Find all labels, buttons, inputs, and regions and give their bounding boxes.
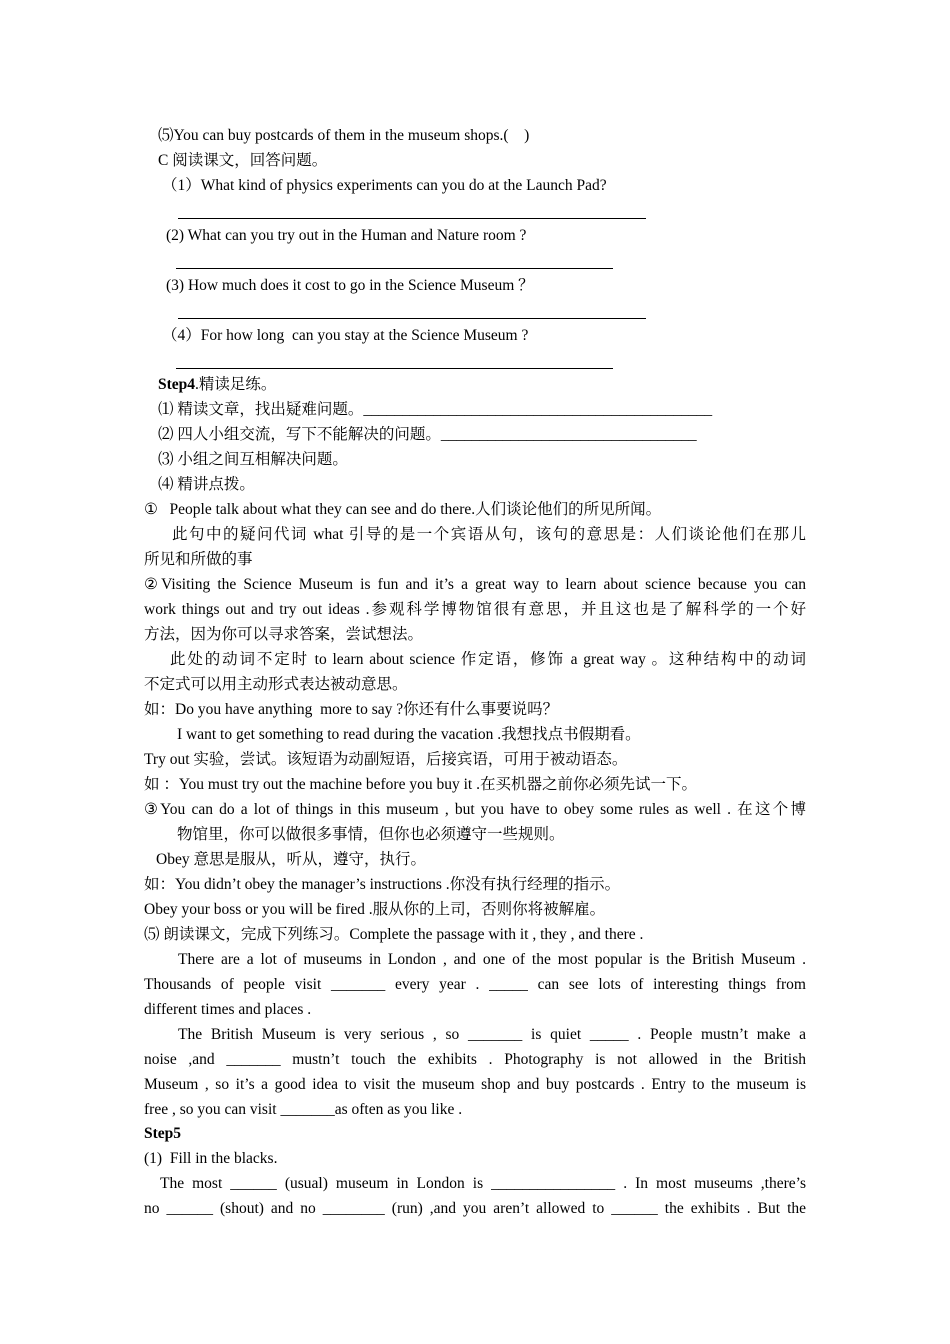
fill-in-line-1: The most ______ (usual) museum in London is ________________ . In most museums ,there’s [160,1175,806,1192]
step4-item-1: ⑴ 精读文章，找出疑难问题。_____________________________________________ [158,401,713,418]
answer-line-1[interactable] [178,218,646,219]
passage-line-5: noise ,and _______ mustn’t touch the exhibits . Photography is not allowed in the British [144,1051,806,1068]
try-out-example: 如 ：You must try out the machine before you buy it .在买机器之前你必须先试一下。 [144,776,697,793]
example-1: 如：Do you have anything more to say ?你还有什么事要说吗？ [144,701,559,718]
question-2: (2) What can you try out in the Human and Nature room ? [166,227,527,244]
step4-item-4: ⑷ 精讲点拨。 [158,476,255,493]
point-3-cont: 物馆里，你可以做很多事情，但你也必须遵守一些规则。 [177,826,565,843]
step4-heading [158,375,276,395]
obey-note: Obey 意思是服从，听从，遵守，执行。 [156,851,426,868]
section-c-heading: C 阅读课文，回答问题。 [158,152,328,169]
step4-item-2: ⑵ 四人小组交流，写下不能解决的问题。_________________________________ [158,426,697,443]
answer-line-4[interactable] [176,368,613,369]
fill-in-heading: (1) Fill in the blacks. [144,1150,278,1167]
answer-line-3[interactable] [178,318,646,319]
passage-line-4: The British Museum is very serious , so _______ is quiet _____ . People mustn’t make a [178,1026,806,1043]
passage-line-1: There are a lot of museums in London , and one of the most popular is the British Museum . [178,951,806,968]
question-4: （4）For how long can you stay at the Science Museum ? [162,327,529,344]
obey-example-1: 如：You didn’t obey the manager’s instructions .你没有执行经理的指示。 [144,876,621,893]
step4-title: .精读足练。 [195,376,277,393]
answer-line-2[interactable] [176,268,613,269]
point-2: ②Visiting the Science Museum is fun and it’s a great way to learn about science because you can [144,576,806,593]
passage-line-3: different times and places . [144,1001,312,1018]
point-2-translation: 方法，因为你可以寻求答案，尝试想法。 [144,626,424,643]
point-2-explanation: 此处的动词不定时 to learn about science 作定语，修饰 a great way 。这种结构中的动词 [170,651,806,668]
question-3: (3) How much does it cost to go in the Science Museum ？ [166,277,534,294]
point-2-explanation-cont: 不定式可以用主动形式表达被动意思。 [144,676,408,693]
obey-example-2: Obey your boss or you will be fired .服从你的上司，否则你将被解雇。 [144,901,606,918]
point-3: ③You can do a lot of things in this museum , but you have to obey some rules as well . 在这个博 [144,801,806,818]
point-2-cont: work things out and try out ideas .参观科学博物馆很有意思，并且这也是了解科学的一个好 [144,601,806,618]
passage-line-7: free , so you can visit _______as often as you like . [144,1101,463,1118]
point-1-explanation: 此句中的疑问代词 what 引导的是一个宾语从句，该句的意思是：人们谈论他们在那儿 [172,526,806,543]
exercise-5-heading: ⑸ 朗读课文，完成下列练习。Complete the passage with it , they , and there . [144,926,644,943]
step4-label: Step4 [158,376,196,393]
example-2: I want to get something to read during the vacation .我想找点书假期看。 [177,726,641,743]
passage-line-2: Thousands of people visit _______ every year . _____ can see lots of interesting things from [144,976,806,993]
point-1-explanation-cont: 所见和所做的事 [144,551,253,568]
fill-in-line-2: no ______ (shout) and no ________ (run) ,and you aren’t allowed to ______ the exhibits . But the [144,1200,806,1217]
step4-item-3: ⑶ 小组之间互相解决问题。 [158,451,348,468]
question-1: （1）What kind of physics experiments can you do at the Launch Pad? [162,177,607,194]
passage-line-6: Museum , so it’s a good idea to visit the museum shop and buy postcards . Entry to the museum is [144,1076,806,1093]
true-false-item-5: ⑸You can buy postcards of them in the museum shops.( ) [158,127,530,144]
try-out-note: Try out 实验，尝试。该短语为动副短语，后接宾语，可用于被动语态。 [144,751,628,768]
point-1: ① People talk about what they can see and do there.人们谈论他们的所见所闻。 [144,501,662,518]
step5-heading: Step5 [144,1125,182,1142]
